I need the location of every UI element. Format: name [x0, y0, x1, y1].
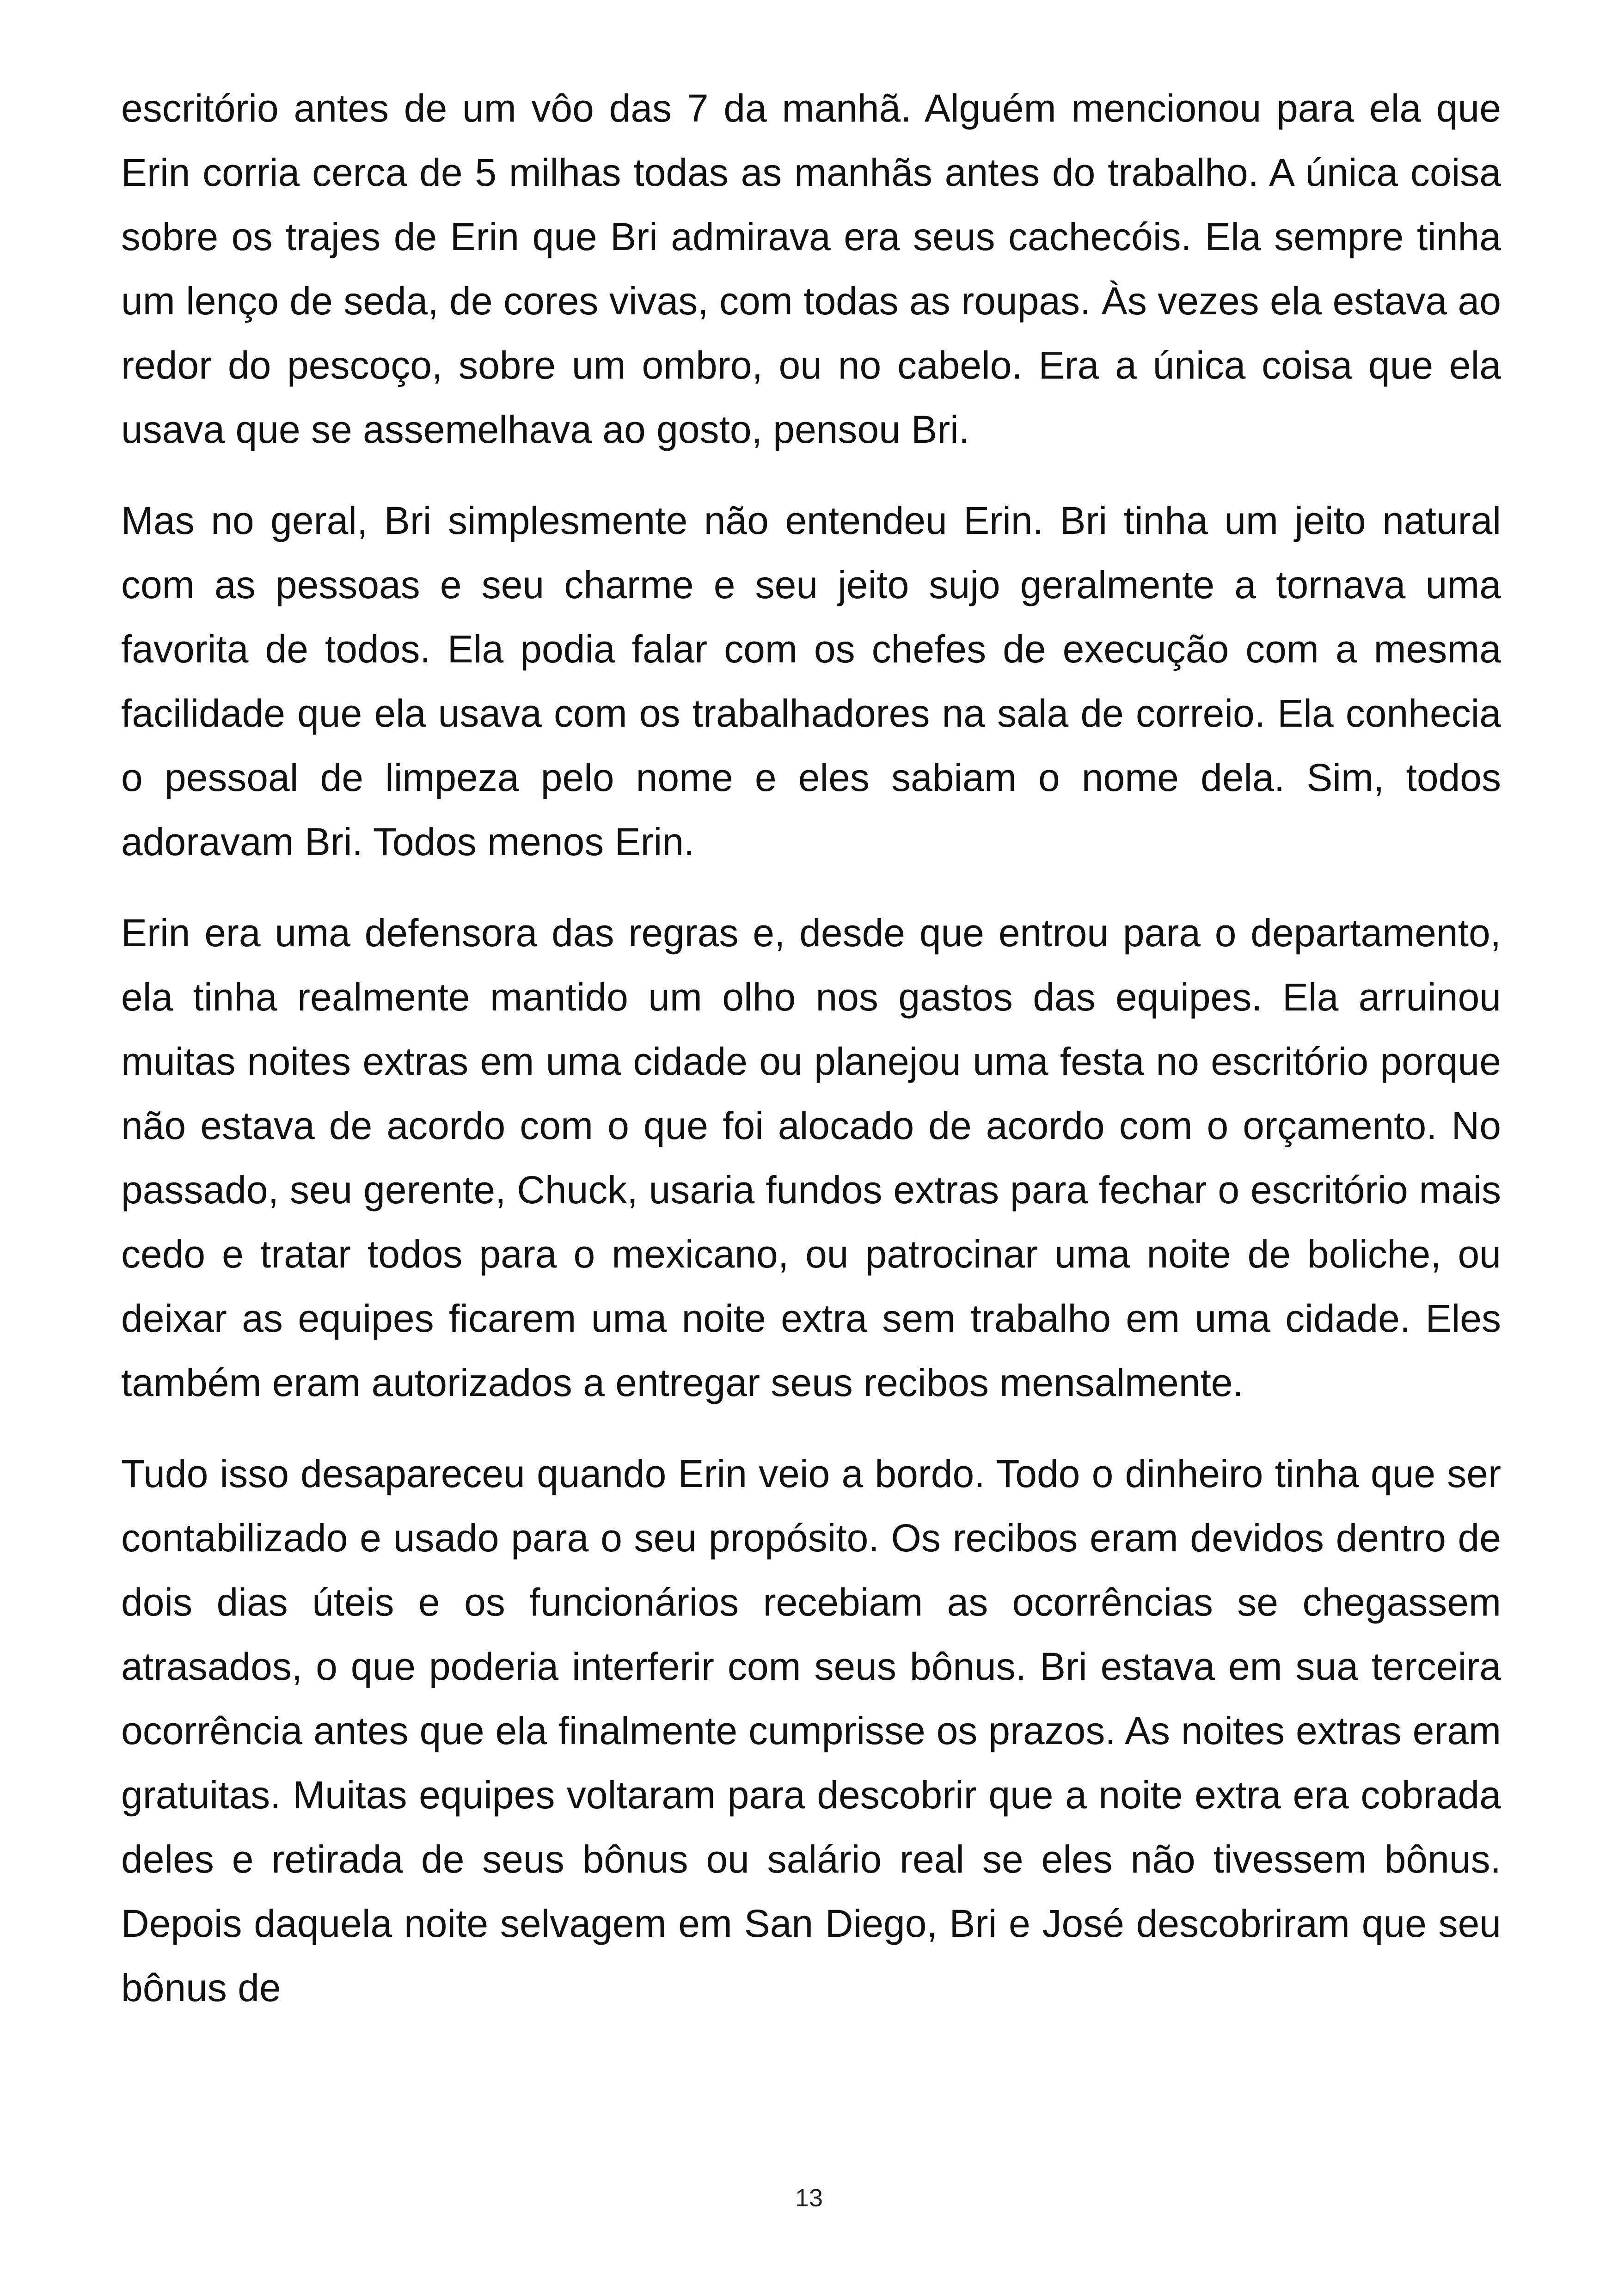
paragraph-4: Tudo isso desapareceu quando Erin veio a bordo. Todo o dinheiro tinha que ser contabilizado e usado para o seu propósito. Os recibos eram devidos dentro de dois dias úteis e os funcionários recebiam as ocorrências se chegassem atrasados, o que poderia interferir com seus bônus. Bri estava em sua terceira ocorrência antes que ela finalmente cumprisse os prazos. As noites extras eram gratuitas. Muitas equipes voltaram para descobrir que a noite extra era cobrada deles e retirada de seus bônus ou salário real se eles não tivessem bônus. Depois daquela noite selvagem em San Diego, Bri e José descobriram que seu bônus de [121, 1452, 1501, 2009]
paragraph-2: Mas no geral, Bri simplesmente não entendeu Erin. Bri tinha um jeito natural com as pessoas e seu charme e seu jeito sujo geralmente a tornava uma favorita de todos. Ela podia falar com os chefes de execução com a mesma facilidade que ela usava com os trabalhadores na sala de correio. Ela conhecia o pessoal de limpeza pelo nome e eles sabiam o nome dela. Sim, todos adoravam Bri. Todos menos Erin. [121, 499, 1501, 863]
body-text [121, 76, 1501, 2047]
page-number: 13 [795, 2184, 823, 2212]
paragraph-1: escritório antes de um vôo das 7 da manhã. Alguém mencionou para ela que Erin corria cerca de 5 milhas todas as manhãs antes do trabalho. A única coisa sobre os trajes de Erin que Bri admirava era seus cachecóis. Ela sempre tinha um lenço de seda, de cores vivas, com todas as roupas. Às vezes ela estava ao redor do pescoço, sobre um ombro, ou no cabelo. Era a única coisa que ela usava que se assemelhava ao gosto, pensou Bri. [121, 86, 1501, 451]
paragraph-3: Erin era uma defensora das regras e, desde que entrou para o departamento, ela tinha realmente mantido um olho nos gastos das equipes. Ela arruinou muitas noites extras em uma cidade ou planejou uma festa no escritório porque não estava de acordo com o que foi alocado de acordo com o orçamento. No passado, seu gerente, Chuck, usaria fundos extras para fechar o escritório mais cedo e tratar todos para o mexicano, ou patrocinar uma noite de boliche, ou deixar as equipes ficarem uma noite extra sem trabalho em uma cidade. Eles também eram autorizados a entregar seus recibos mensalmente. [121, 911, 1501, 1404]
